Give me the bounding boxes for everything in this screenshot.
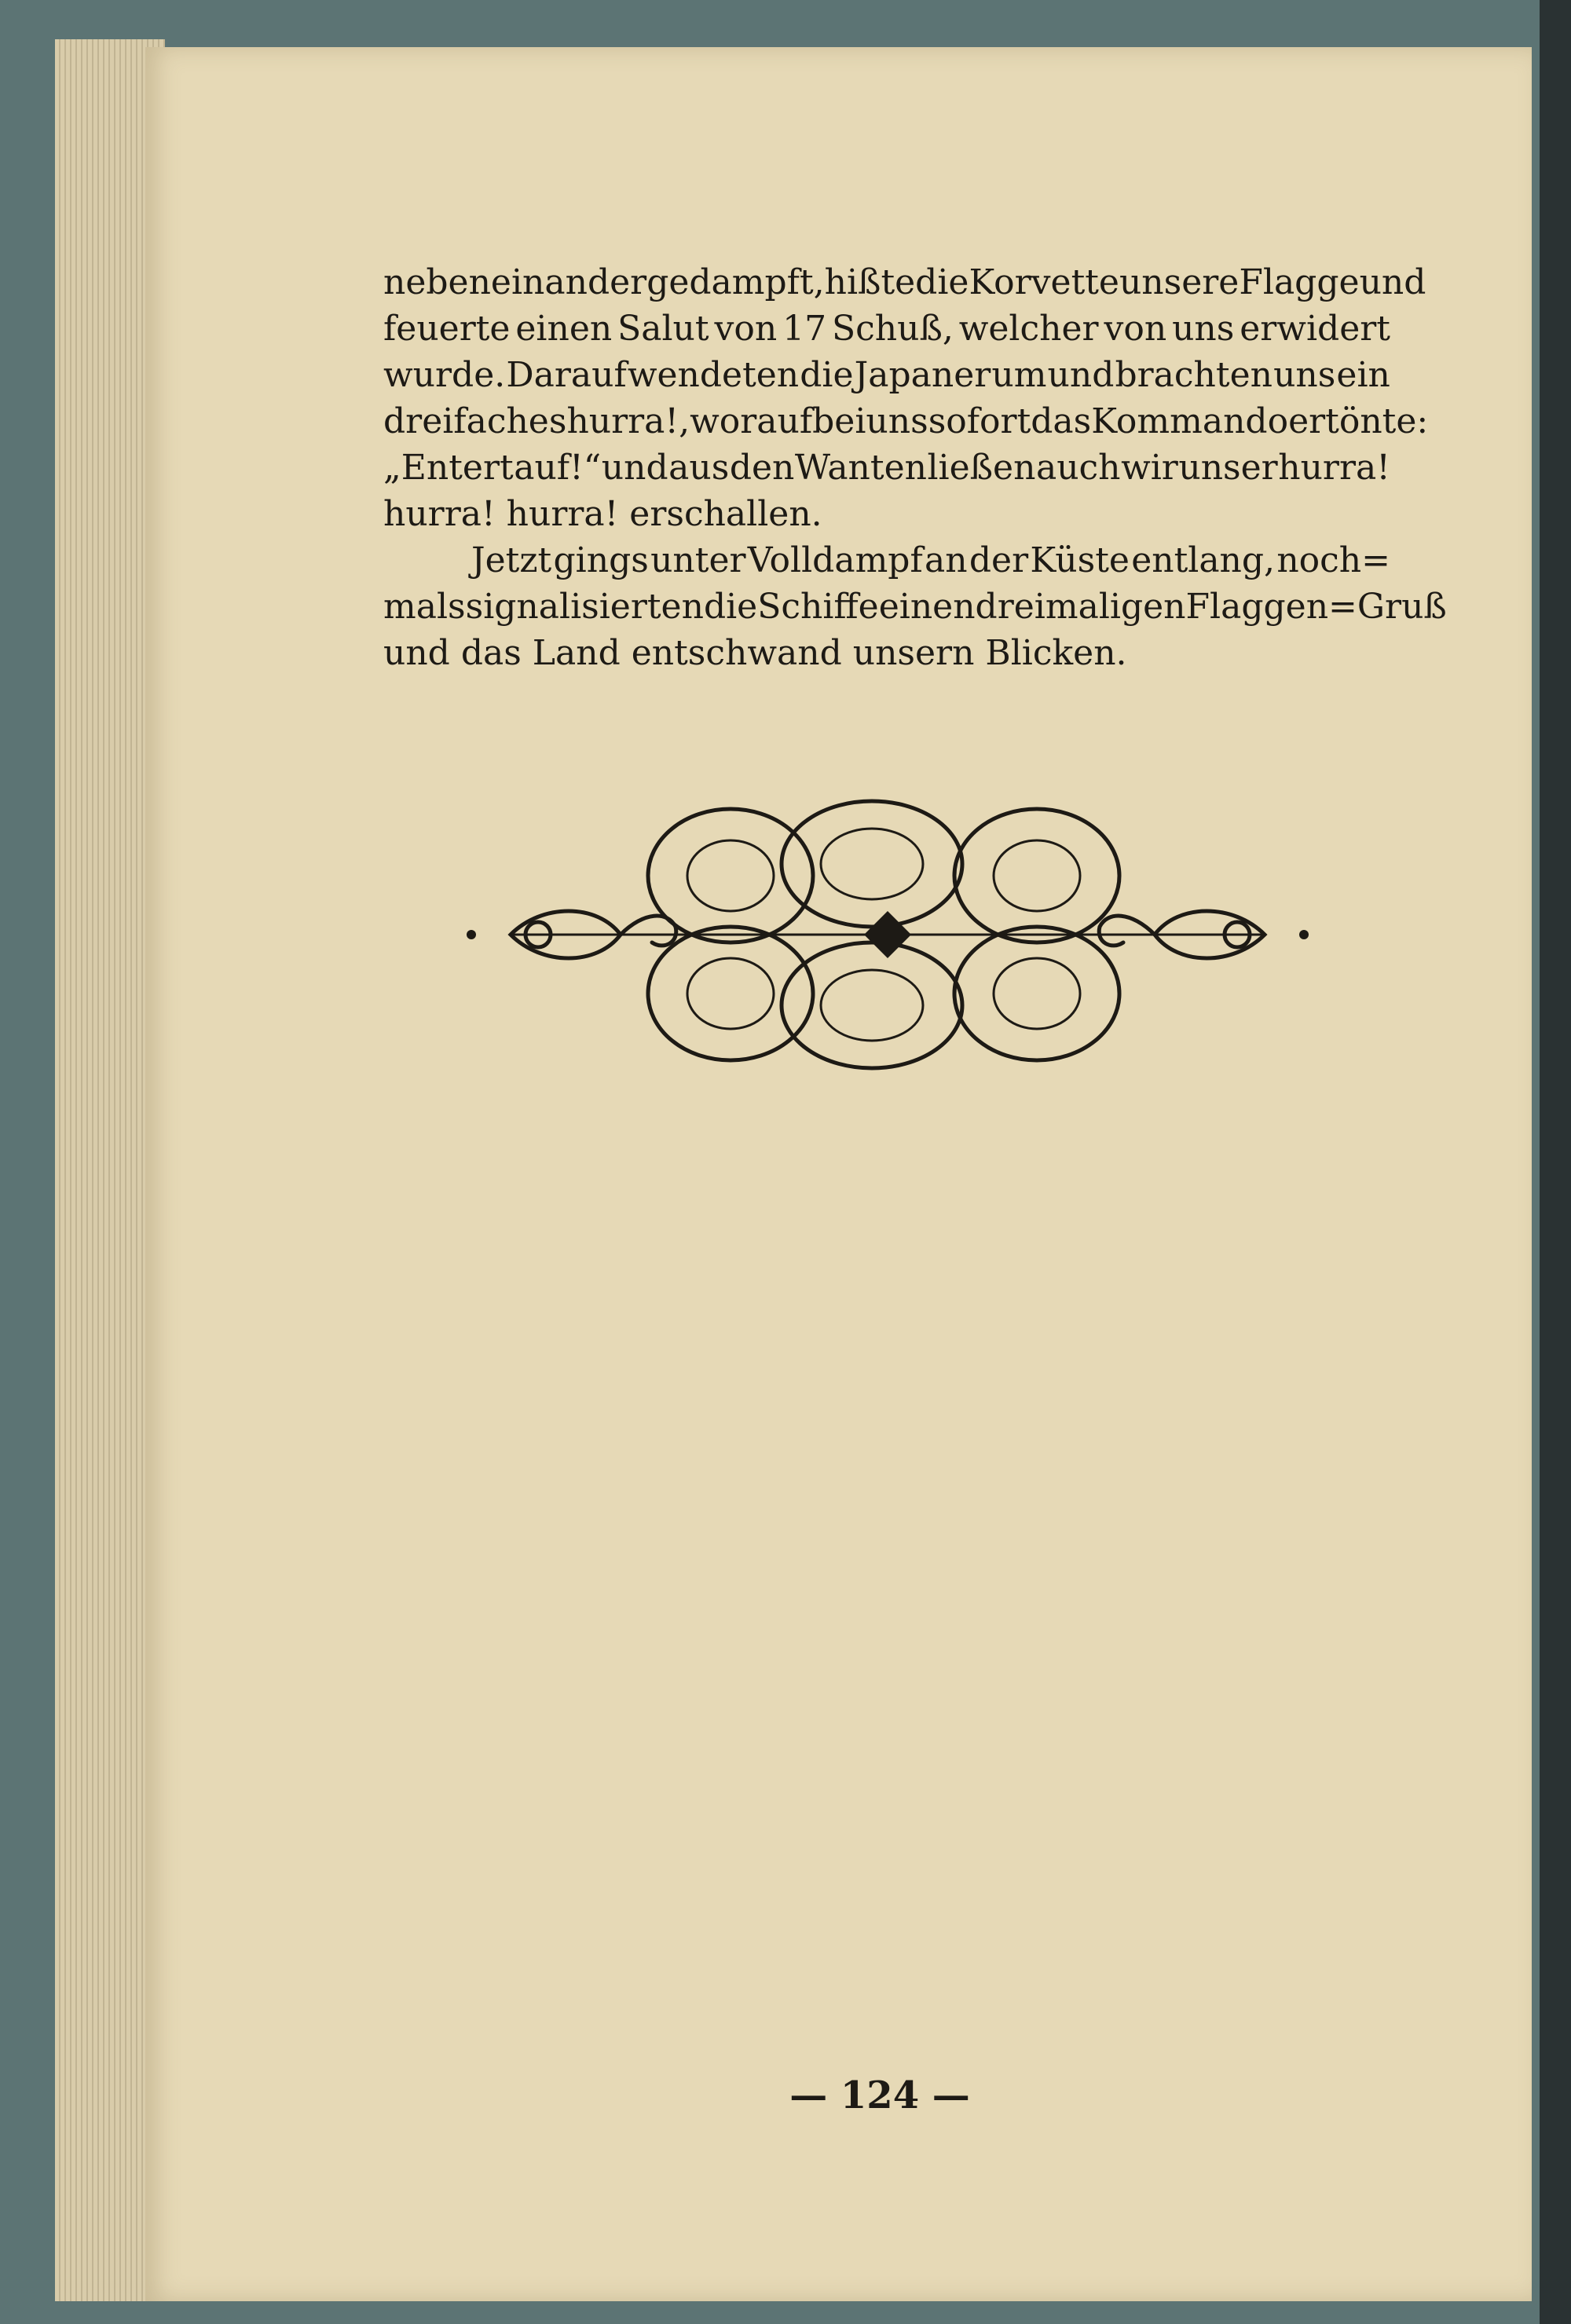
- text-line-9: und das Land entschwand unsern Blicken.: [383, 633, 1127, 673]
- text-line-4: dreifaches hurra!, worauf bei uns sofort das Kommando ertönte:: [383, 401, 1429, 441]
- text-line-5: „Entert auf!“ und aus den Wanten ließen auch wir unser hurra!: [383, 448, 1390, 488]
- text-line-6: hurra! hurra! erschallen.: [383, 494, 822, 534]
- text-line-2: feuerte einen Salut von 17 Schuß, welcher von uns erwidert: [383, 309, 1390, 349]
- text-line-7: Jetzt gings unter Volldampf an der Küste entlang, noch=: [471, 540, 1390, 580]
- ornament-flourish-icon: [440, 793, 1335, 1076]
- text-line-8: mals signalisierten die Schiffe einen dreimaligen Flaggen=Gruß: [383, 587, 1447, 627]
- body-text: [383, 259, 1447, 676]
- text-line-3: wurde. Darauf wendeten die Japaner um und brachten uns ein: [383, 355, 1390, 395]
- cover-edge: [1540, 0, 1571, 2324]
- page-number: — 124 —: [789, 2073, 970, 2117]
- text-line-1: neben einander gedampft, hißte die Korvette unsere Flagge und: [383, 262, 1426, 302]
